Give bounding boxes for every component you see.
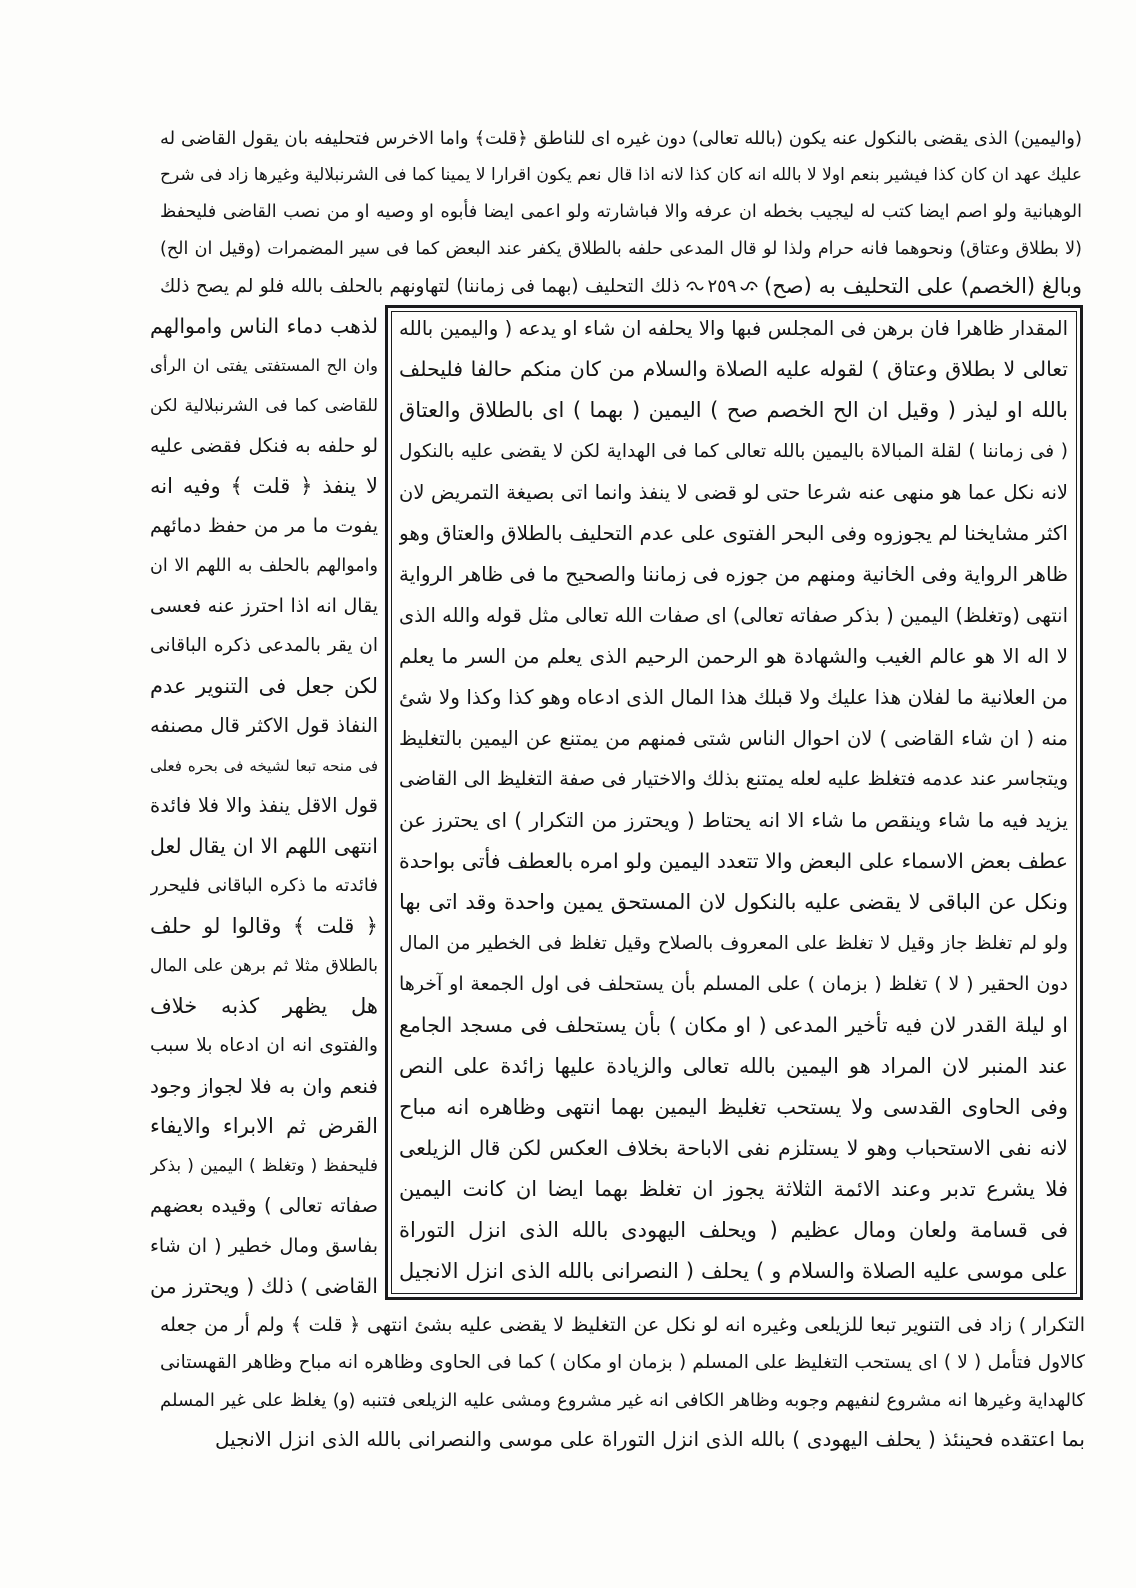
text-line: القرض ثم الابراء والايفاء bbox=[150, 1114, 378, 1138]
text-line: عند المنبر لان المراد هو اليمين بالله تعالى والزيادة عليها زائدة على النص bbox=[399, 1054, 1068, 1078]
text-line: لو حلفه به فنكل فقضى عليه bbox=[150, 435, 378, 457]
text-line: ونكل عن الباقى لا يقضى عليه بالنكول لان المستحق يمين واحدة وقد اتى بها bbox=[399, 890, 1068, 914]
text-line: بفاسق ومال خطير ( ان شاء bbox=[150, 1235, 378, 1257]
framed-text-lines bbox=[399, 308, 1068, 1292]
text-line: (لا بطلاق وعتاق) ونحوهما فانه حرام ولذا لو قال المدعى حلفه بالطلاق يكفر عند البعض كما فى سير المضمرات (وقيل ان الح) bbox=[160, 239, 1082, 259]
text-line: على موسى عليه الصلاة والسلام و ) يحلف ( النصرانى بالله الذى انزل الانجيل bbox=[399, 1259, 1068, 1283]
text-line: دون الحقير ( لا ) تغلظ ( بزمان ) على المسلم بأن يستحلف فى اول الجمعة او آخرها bbox=[399, 973, 1068, 995]
text-line: بالطلاق مثلا ثم برهن على المال bbox=[150, 956, 378, 976]
top-commentary bbox=[160, 120, 1082, 305]
text-line: يفوت ما مر من حفظ دمائهم bbox=[150, 515, 378, 537]
text-line: لانه نكل عما هو منهى عنه شرعا حتى لو قضى لا ينفذ وانما اتى بصيغة التمريض لان bbox=[399, 481, 1068, 504]
text-line: الوهبانية ولو اصم ايضا كتب له ليجيب بخطه ان عرفه والا فباشارته ولو اعمى ايضا فأبوه او وصيه او من نصب القاضى فليحفظ bbox=[160, 202, 1082, 222]
text-line: اكثر مشايخنا لم يجوزوه وفى البحر الفتوى على عدم التحليف بالطلاق والعتاق وهو bbox=[399, 521, 1068, 545]
page-number-text: ٢٥٩ bbox=[707, 276, 737, 297]
text-line: والفتوى انه ان ادعاه بلا سبب bbox=[150, 1035, 378, 1056]
text-line-segment: وبالغ (الخصم) على التحليف به (صح) bbox=[764, 274, 1082, 298]
text-line: وان الح المستفتى يفتى ان الرأى bbox=[150, 356, 378, 375]
text-line: بالله او ليذر ( وقيل ان الح الخصم صح ) اليمين ( بهما ) اى بالطلاق والعتاق bbox=[399, 398, 1068, 422]
framed-main-text bbox=[385, 305, 1083, 1300]
text-line: كالهداية وغيرها انه مشروع لنفيهم وجوبه وظاهر الكافى انه غير مشروع ومشى عليه الزيلعى فتنبه (و) يغلظ على غير المسلم bbox=[160, 1390, 1085, 1411]
text-line: واموالهم بالحلف به اللهم الا ان bbox=[150, 556, 378, 576]
text-line-segment: ذلك التحليف (بهما فى زماننا) لتهاونهم بالحلف بالله فلو لم يصح ذلك bbox=[160, 276, 680, 297]
text-line: هل يظهر كذبه خلاف bbox=[150, 994, 378, 1018]
text-line: تعالى لا بطلاق وعتاق ) لقوله عليه الصلاة والسلام من كان منكم حالفا فليحلف bbox=[399, 357, 1068, 381]
text-line: قول الاقل ينفذ والا فلا فائدة bbox=[150, 794, 378, 817]
text-line: ﴿ قلت ﴾ وقالوا لو حلف bbox=[150, 914, 378, 938]
text-line: كالاول فتأمل ( لا ) اى يستحب التغليظ على المسلم ( بزمان او مكان ) كما فى الحاوى وظاهره انه مباح وظاهر القهستانى bbox=[160, 1352, 1085, 1373]
text-line: المقدار ظاهرا فان برهن فى المجلس فبها والا يحلفه ان شاء او يدعه ( واليمين بالله bbox=[399, 317, 1068, 340]
text-line: لكن جعل فى التنوير عدم bbox=[150, 674, 378, 698]
text-line: ولو لم تغلظ جاز وقيل لا تغلظ على المعروف بالصلاح وقيل تغلظ فى الخطير من المال bbox=[399, 933, 1068, 954]
page-number-line bbox=[160, 268, 1082, 305]
text-line: من العلانية ما لفلان هذا عليك ولا قبلك هذا المال الذى ادعاه وهو كذا وكذا ولا شئ bbox=[399, 685, 1068, 709]
text-line: عطف بعض الاسماء على البعض والا تتعدد اليمين ولو امره بالعطف فأتى بواحدة bbox=[399, 849, 1068, 873]
text-line: انتهى (وتغلظ) اليمين ( بذكر صفاته تعالى) اى صفات الله تعالى مثل قوله والله الذى bbox=[399, 604, 1068, 627]
text-line: ان يقر بالمدعى ذكره الباقانى bbox=[150, 635, 378, 656]
text-line: فنعم وان به فلا لجواز وجود bbox=[150, 1074, 378, 1098]
text-line: للقاضى كما فى الشرنبلالية لكن bbox=[150, 396, 378, 416]
text-line: فى منحه تبعا لشيخه فى بحره فعلى bbox=[150, 757, 378, 775]
text-line: يزيد فيه ما شاء وينقص ما شاء الا انه يحتاط ( ويحترز من التكرار ) اى يحترز عن bbox=[399, 808, 1068, 832]
text-line: لا ينفذ ﴿ قلت ﴾ وفيه انه bbox=[150, 474, 378, 498]
text-line: التكرار ) زاد فى التنوير تبعا للزيلعى وغيره انه لو نكل عن التغليظ لا يقضى عليه بشئ انتهى ﴿ قلت ﴾ ولم أر من جعله bbox=[160, 1314, 1085, 1336]
text-line: فلا يشرع تدبر وعند الائمة الثلاثة يجوز ان تغلظ بهما ايضا ان كانت اليمين bbox=[399, 1177, 1068, 1201]
text-line: النفاذ قول الاكثر قال مصنفه bbox=[150, 714, 378, 737]
text-line: عليك عهد ان كان كذا فيشير بنعم اولا لا بالله انه كان كذا لانه اذا قال نعم يكون اقرارا لا يمينا كما فى الشرنبلالية وغيرها زاد فى شرح bbox=[160, 165, 1082, 185]
page-number-ornament-icon bbox=[740, 280, 758, 294]
page-number bbox=[680, 268, 764, 305]
text-line: منه ( ان شاء القاضى ) لان احوال الناس شتى فمنهم من يمتنع عن اليمين بالتغليظ bbox=[399, 727, 1068, 750]
text-line: ويتجاسر عند عدمه فتغلظ عليه لعله يمتنع بذلك والاختيار فى صفة التغليظ الى القاضى bbox=[399, 768, 1068, 790]
text-line: ظاهر الرواية وفى الخانية ومنهم من جوزه فى زماننا والصحيح ما فى ظاهر الرواية bbox=[399, 562, 1068, 586]
bottom-commentary bbox=[160, 1306, 1085, 1458]
text-line: صفاته تعالى ) وقيده بعضهم bbox=[150, 1194, 378, 1217]
margin-commentary bbox=[150, 306, 378, 1306]
text-line: (واليمين) الذى يقضى بالنكول عنه يكون (بالله تعالى) دون غيره اى للناطق ﴿قلت﴾ واما الاخرس فتحليفه بان يقول القاضى له bbox=[160, 128, 1082, 149]
text-line: القاضى ) ذلك ( ويحترز من bbox=[150, 1274, 378, 1298]
text-line: لذهب دماء الناس واموالهم bbox=[150, 314, 378, 338]
text-line: يقال انه اذا احترز عنه فعسى bbox=[150, 595, 378, 617]
text-line: فليحفظ ( وتغلظ ) اليمين ( بذكر bbox=[150, 1156, 378, 1176]
text-line: انتهى اللهم الا ان يقال لعل bbox=[150, 834, 378, 858]
text-line: فى قسامة ولعان ومال عظيم ( ويحلف اليهودى بالله الذى انزل التوراة bbox=[399, 1218, 1068, 1242]
text-line: فائدته ما ذكره الباقانى فليحرر bbox=[150, 875, 378, 896]
text-line: ( فى زماننا ) لقلة المبالاة باليمين بالله تعالى كما فى الهداية لكن لا يقضى عليه بالنكول bbox=[399, 441, 1068, 462]
text-line: وفى الحاوى القدسى ولا يستحب تغليظ اليمين بهما انتهى وظاهره انه مباح bbox=[399, 1095, 1068, 1119]
text-line: بما اعتقده فحينئذ ( يحلف اليهودى ) بالله الذى انزل التوراة على موسى والنصرانى بالله الذى انزل الانجيل bbox=[215, 1427, 1085, 1451]
text-line: لا اله الا هو عالم الغيب والشهادة هو الرحمن الرحيم الذى يعلم من السر ما يعلم bbox=[399, 644, 1068, 668]
text-line: او ليلة القدر لان فيه تأخير المدعى ( او مكان ) بأن يستحلف فى مسجد الجامع bbox=[399, 1013, 1068, 1037]
text-line: لانه نفى الاستحباب وهو لا يستلزم نفى الاباحة بخلاف العكس لكن قال الزيلعى bbox=[399, 1136, 1068, 1160]
page-number-ornament-icon bbox=[686, 280, 704, 294]
